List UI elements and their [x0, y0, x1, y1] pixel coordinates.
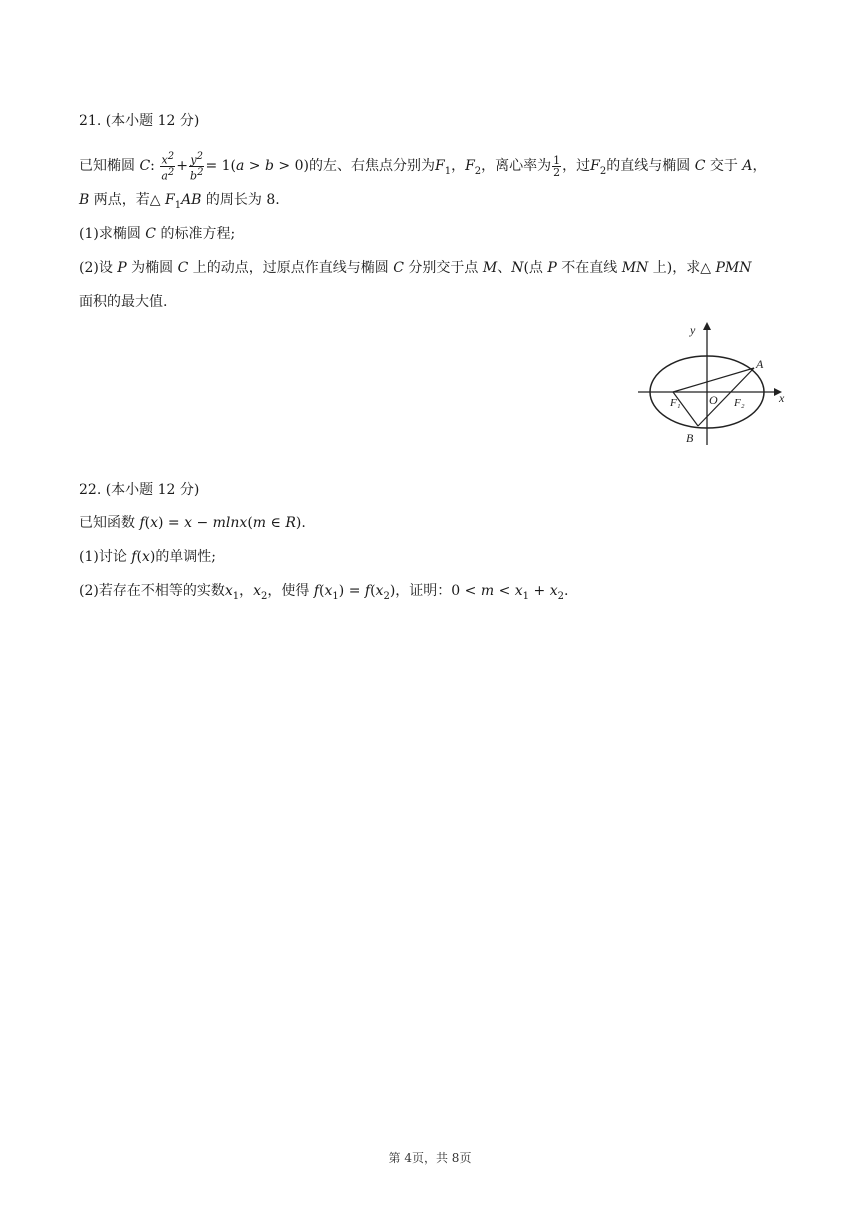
q21-stem-line1: 已知椭圆 C: $\frac{x^2}{a^2}$ + $\frac{y^2}{b^2}$ = 1(a > b > 0)的左、右焦点分别为$F_1$，$F_2$，离心率为 $\frac{1}{2}$ ，过$F_2$的直线与椭圆 C 交于 A， [79, 151, 767, 183]
label-y: y [690, 323, 696, 337]
q21-part2-text: 上)，求 [648, 260, 701, 276]
q21-stem-text: ， [451, 158, 466, 175]
q21-part2-text: 分别交于点 [403, 260, 483, 276]
q22-part1-text: (1)讨论 [79, 549, 132, 565]
q21-heading: 21. (本小题 12 分) [79, 113, 200, 129]
q21-stem-text: 的周长为 8. [201, 192, 280, 208]
q21-part2-text: 为椭圆 [126, 260, 178, 276]
q22-part1-text: 的单调性; [155, 549, 217, 565]
q21-part2-line2: 面积的最大值. [79, 294, 168, 310]
q21-part1: (1)求椭圆 C 的标准方程; [79, 226, 236, 242]
q21-part2-text: (点 [523, 260, 548, 276]
q21-stem-text: ，过 [562, 158, 591, 175]
q21-stem-text: 交于 [705, 158, 743, 175]
label-f1: F₁ [670, 397, 681, 409]
q22-stem-text: 已知函数 [79, 515, 140, 531]
q21-part1-text: 的标准方程; [156, 226, 236, 242]
label-o: O [709, 393, 718, 407]
q21-stem-text: 的直线与椭圆 [606, 158, 695, 175]
q21-stem-text: ，离心率为 [481, 158, 552, 175]
fraction-y2-b2: $\frac{y^2}{b^2}$ [190, 151, 204, 183]
fraction-one-half: $\frac{1}{2}$ [553, 153, 561, 179]
q21-stem-text: 两点，若 [89, 192, 150, 208]
q21-part2-text: (2)设 [79, 260, 118, 276]
label-f2: F₂ [734, 397, 745, 409]
y-axis-arrow [703, 322, 711, 330]
q22-part1: (1)讨论 f(x)的单调性; [79, 549, 217, 565]
label-x: x [779, 391, 785, 405]
q22-heading: 22. (本小题 12 分) [79, 482, 200, 498]
q21-stem-text: ， [752, 158, 767, 175]
q21-part2-text: 不在直线 [556, 260, 622, 276]
q22-part2-text: ，证明： [395, 583, 452, 599]
q21-stem-text: 的左、右焦点分别为 [308, 158, 435, 175]
q21-part2-text: 、 [497, 260, 512, 276]
q21-part2-line1: (2)设 P 为椭圆 C 上的动点，过原点作直线与椭圆 C 分别交于点 M、N(点 P 不在直线 MN 上)，求△ PMN [79, 260, 752, 276]
q21-stem-line2: B 两点，若△ $F_1AB$ 的周长为 8. [79, 192, 280, 211]
q22-part2-text: ，使得 [267, 583, 314, 599]
q22-stem: 已知函数 f(x) = x − mlnx(m ∈ R). [79, 515, 306, 531]
q21-part1-text: (1)求椭圆 [79, 226, 146, 242]
fraction-x2-a2: $\frac{x^2}{a^2}$ [161, 151, 175, 183]
q21-stem-text: 已知椭圆 [79, 158, 140, 175]
label-b: B [686, 431, 694, 445]
q21-part2-text: 上的动点，过原点作直线与椭圆 [188, 260, 394, 276]
q22-part2-text: . [563, 583, 569, 599]
label-a: A [756, 357, 764, 371]
q22-stem-text: . [301, 515, 306, 531]
q22-part2: (2)若存在不相等的实数$x_1$，$x_2$，使得 $f(x_1) = f(x_2)$，证明：$0 < m < x_1 + x_2$. [79, 583, 569, 602]
page-footer: 第 4页，共 8页 [388, 1151, 472, 1165]
q22-part2-text: ， [239, 583, 254, 599]
q22-part2-text: (2)若存在不相等的实数 [79, 583, 225, 599]
ellipse-figure [636, 320, 806, 450]
